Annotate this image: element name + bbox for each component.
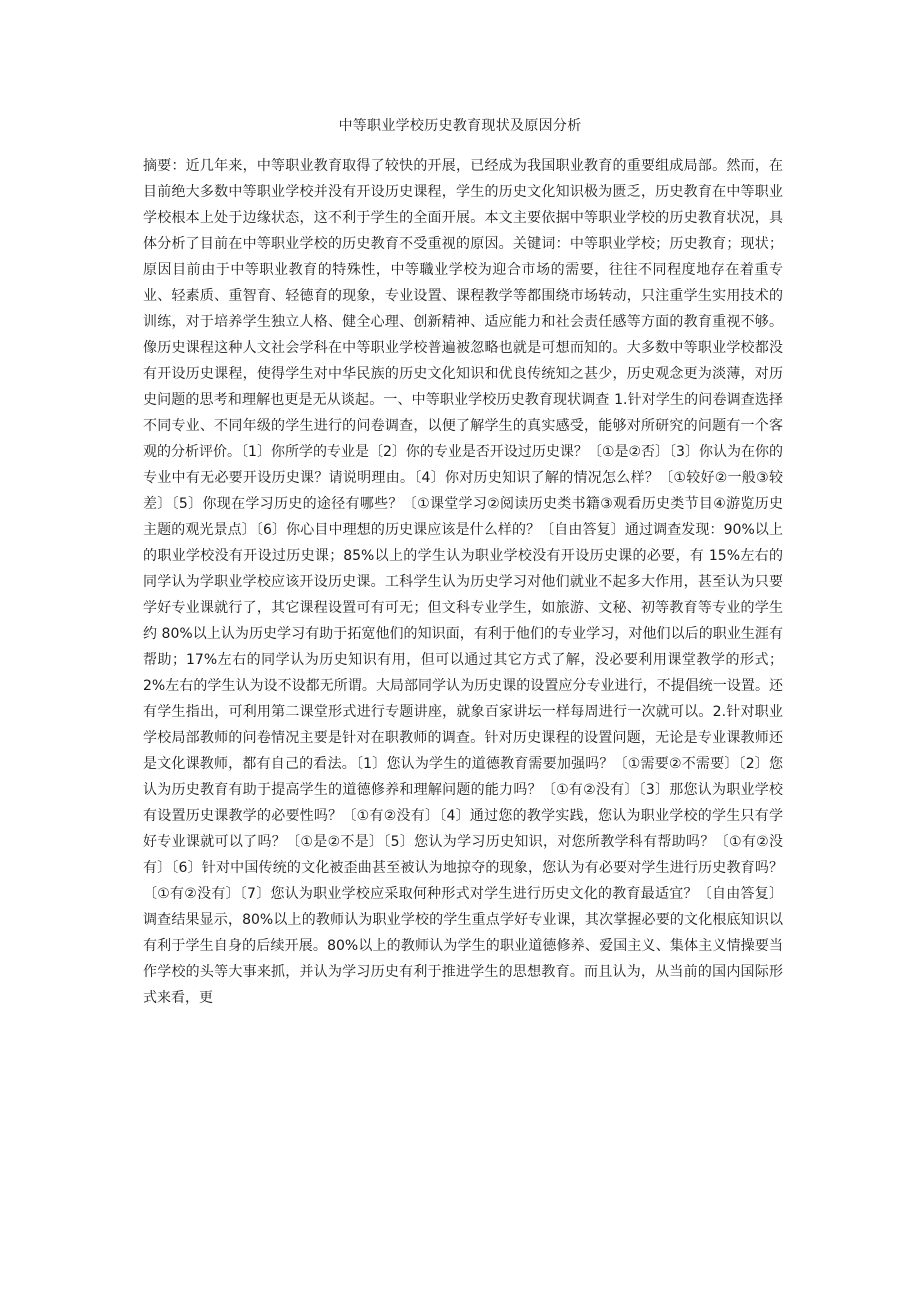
document-body-paragraph: 摘要：近几年来，中等职业教育取得了较快的开展，已经成为我国职业教育的重要组成局部。然而，在目前绝大多数中等职业学校并没有开设历史课程，学生的历史文化知识极为匮乏，历史教育在中等职业学校根本上处于边缘状态，这不利于学生的全面开展。本文主要依据中等职业学校的历史教育状况，具体分析了目前在中等职业学校的历史教育不受重视的原因。关键词：中等职业学校；历史教育；现状；原因目前由于中等职业教育的特殊性，中等職业学校为迎合市场的需要，往往不同程度地存在着重专业、轻素质、重智育、轻德育的现象，专业设置、课程教学等都围绕市场转动，只注重学生实用技术的训练，对于培养学生独立人格、健全心理、创新精神、适应能力和社会责任感等方面的教育重视不够。像历史课程这种人文社会学科在中等职业学校普遍被忽略也就是可想而知的。大多数中等职业学校都没有开设历史课程，使得学生对中华民族的历史文化知识和优良传统知之甚少，历史观念更为淡薄，对历史问题的思考和理解也更是无从谈起。一、中等职业学校历史教育现状调查 1.针对学生的问卷调查选择不同专业、不同年级的学生进行的问卷调查，以便了解学生的真实感受，能够对所研究的问题有一个客观的分析评价。〔1〕你所学的专业是〔2〕你的专业是否开设过历史课？〔①是②否〕〔3〕你认为在你的专业中有无必要开设历史课？请说明理由。〔4〕你对历史知识了解的情况怎么样？〔①较好②一般③较差〕〔5〕你现在学习历史的途径有哪些？〔①课堂学习②阅读历史类书籍③观看历史类节目④游览历史主题的观光景点〕〔6〕你心目中理想的历史课应该是什么样的？〔自由答复〕通过调查发现：90%以上的职业学校没有开设过历史课；85%以上的学生认为职业学校没有开设历史课的必要，有 15%左右的同学认为学职业学校应该开设历史课。工科学生认为历史学习对他们就业不起多大作用，甚至认为只要学好专业课就行了，其它课程设置可有可无；但文科专业学生，如旅游、文秘、初等教育等专业的学生约 80%以上认为历史学习有助于拓宽他们的知识面，有利于他们的专业学习，对他们以后的职业生涯有帮助；17%左右的同学认为历史知识有用，但可以通过其它方式了解，没必要利用课堂教学的形式；2%左右的学生认为设不设都无所谓。大局部同学认为历史课的设置应分专业进行，不提倡统一设置。还有学生指出，可利用第二课堂形式进行专题讲座，就象百家讲坛一样每周进行一次就可以。2.针对职业学校局部教师的问卷情况主要是针对在职教师的调查。针对历史课程的设置问题，无论是专业课教师还是文化课教师，都有自己的看法。〔1〕您认为学生的道德教育需要加强吗？〔①需要②不需要〕〔2〕您认为历史教育有助于提高学生的道德修养和理解问题的能力吗？〔①有②没有〕〔3〕那您认为职业学校有设置历史课教学的必要性吗？〔①有②没有〕〔4〕通过您的教学实践，您认为职业学校的学生只有学好专业课就可以了吗？〔①是②不是〕〔5〕您认为学习历史知识，对您所教学科有帮助吗？〔①有②没有〕〔6〕针对中国传统的文化被歪曲甚至被认为地掠夺的现象，您认为有必要对学生进行历史教育吗？〔①有②没有〕〔7〕您认为职业学校应采取何种形式对学生进行历史文化的教育最适宜？〔自由答复〕调查结果显示，80%以上的教师认为职业学校的学生重点学好专业课，其次掌握必要的文化根底知识以有利于学生自身的后续开展。80%以上的教师认为学生的职业道德修养、爱国主义、集体主义情操要当作学校的头等大事来抓，并认为学习历史有利于推进学生的思想教育。而且认为，从当前的国内国际形式来看，更 (143, 158, 783, 1006)
document-title: 中等职业学校历史教育现状及原因分析 (338, 118, 582, 134)
